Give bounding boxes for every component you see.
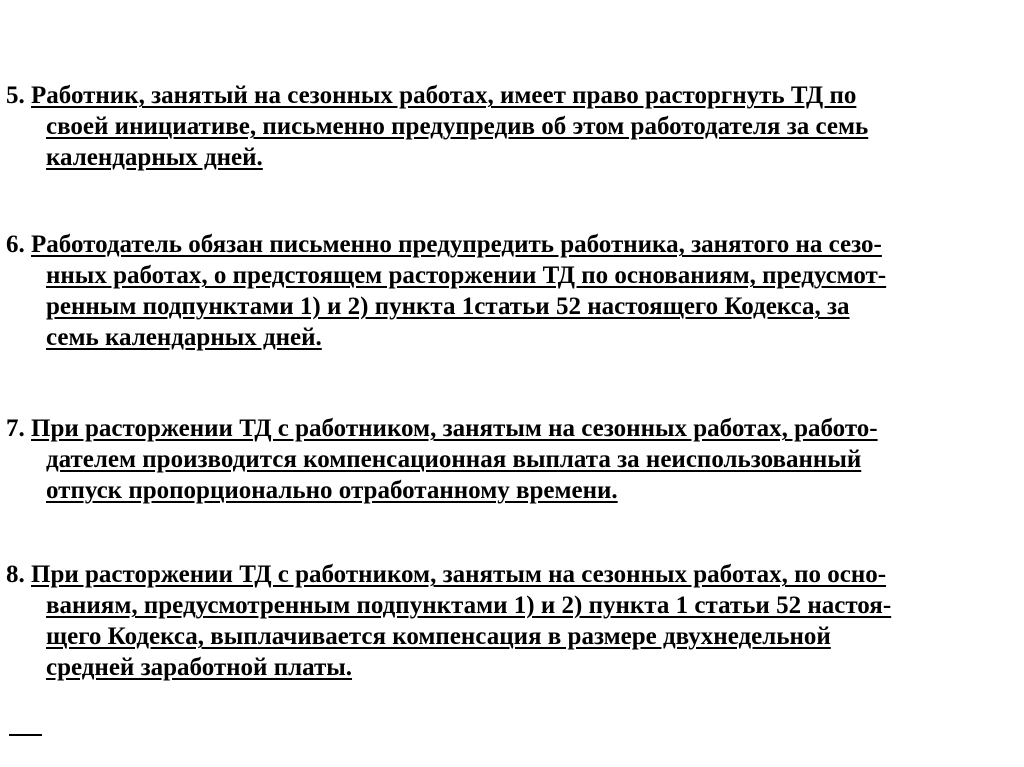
clause-line	[6, 80, 1016, 111]
clause-text: дателем производится компенсационная выплата за неиспользованный	[46, 446, 862, 473]
clause-text: нных работах, о предстоящем расторжении ТД по основаниям, предусмот-	[46, 262, 887, 289]
clause-6	[6, 229, 1016, 353]
clause-line	[6, 260, 1016, 291]
clause-text: ваниям, предусмотренным подпунктами 1) и 2) пункта 1 статьи 52 настоя-	[46, 592, 892, 619]
clause-number: 8.	[6, 561, 25, 588]
clause-text: семь календарных дней.	[46, 324, 322, 351]
clause-line	[6, 413, 1016, 444]
clause-line	[6, 142, 1016, 173]
clause-line	[6, 475, 1016, 506]
clause-line	[6, 590, 1016, 621]
clause-number: 6.	[6, 231, 25, 258]
clause-line	[6, 444, 1016, 475]
clause-line	[6, 229, 1016, 260]
clause-line	[6, 559, 1016, 590]
clause-line	[6, 291, 1016, 322]
clause-number: 5.	[6, 82, 25, 109]
clause-text: При расторжении ТД с работником, занятым на сезонных работах, по осно-	[31, 561, 887, 588]
clause-text: щего Кодекса, выплачивается компенсация в размере двухнедельной	[46, 623, 831, 650]
clause-number: 7.	[6, 415, 25, 442]
clause-text: календарных дней.	[46, 144, 263, 171]
clause-line	[6, 111, 1016, 142]
clause-text: Работодатель обязан письменно предупредить работника, занятого на сезо-	[31, 231, 882, 258]
clause-5	[6, 80, 1016, 173]
clause-text: Работник, занятый на сезонных работах, имеет право расторгнуть ТД по	[31, 82, 857, 109]
clause-text: своей инициативе, письменно предупредив об этом работодателя за семь	[46, 113, 869, 140]
clause-7	[6, 413, 1016, 506]
clause-text: ренным подпунктами 1) и 2) пункта 1статьи 52 настоящего Кодекса, за	[46, 293, 850, 320]
clause-8	[6, 559, 1016, 683]
clause-text: средней заработной платы.	[46, 654, 353, 681]
clause-text: При расторжении ТД с работником, занятым на сезонных работах, работо-	[31, 415, 878, 442]
clause-text: отпуск пропорционально отработанному времени.	[46, 477, 618, 504]
clause-line	[6, 621, 1016, 652]
trailing-dash	[9, 734, 42, 736]
clause-line	[6, 322, 1016, 353]
clause-line	[6, 652, 1016, 683]
